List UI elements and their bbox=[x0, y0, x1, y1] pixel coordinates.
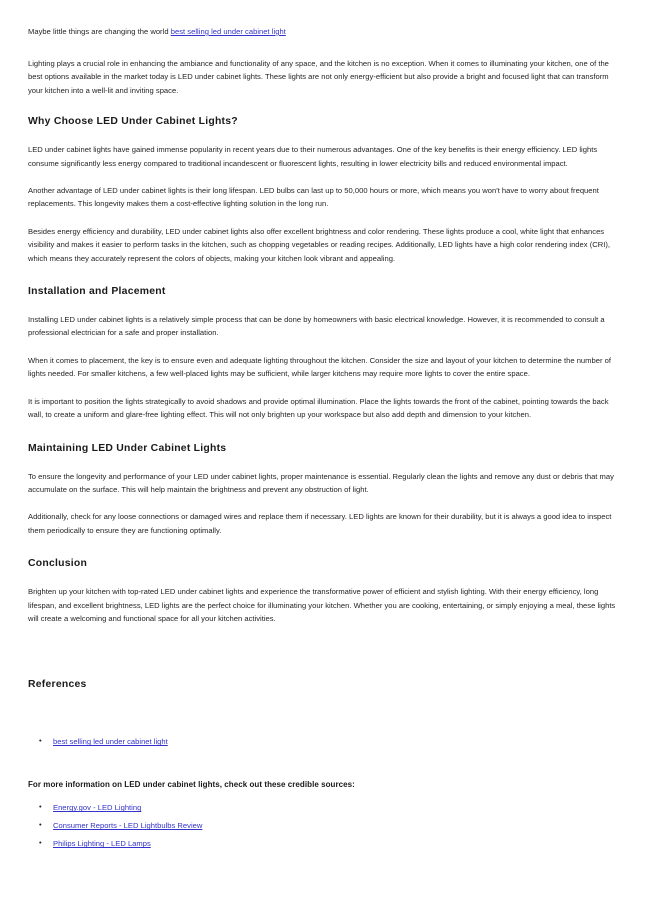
references-heading: References bbox=[28, 679, 87, 691]
paragraph-conclusion-1: Brighten up your kitchen with top-rated LED under cabinet lights and experience the transformative power of efficient and stylish lighting. With their energy efficiency, long lifespan, and excellent brightness, LED lights are the perfect choice for illuminating your kitchen. Whether you are cooking, entertaining, or simply enjoying a meal, these lights will create a welcoming and functional space for all your kitchen activities. bbox=[28, 587, 616, 623]
source-link-philips-lighting[interactable]: Philips Lighting - LED Lamps bbox=[53, 839, 151, 849]
section-heading-why-choose: Why Choose LED Under Cabinet Lights? bbox=[28, 116, 238, 128]
source-link-energy-gov[interactable]: Energy.gov - LED Lighting bbox=[53, 803, 142, 813]
section-heading-installation: Installation and Placement bbox=[28, 286, 166, 298]
list-item bbox=[28, 802, 622, 813]
reference-link-best-selling[interactable]: best selling led under cabinet light bbox=[53, 737, 168, 747]
intro-link[interactable]: best selling led under cabinet light bbox=[170, 27, 286, 36]
list-item bbox=[28, 820, 622, 831]
paragraph-installation-1: Installing LED under cabinet lights is a relatively simple process that can be done by homeowners with basic electrical knowledge. However, it is recommended to consult a professional electrician for a safe and proper installation. bbox=[28, 315, 605, 338]
intro-text: Maybe little things are changing the world bbox=[28, 27, 171, 36]
list-item bbox=[28, 838, 622, 849]
references-list bbox=[28, 736, 622, 747]
sources-list bbox=[28, 802, 622, 849]
list-item bbox=[28, 736, 622, 747]
intro-line bbox=[28, 26, 622, 38]
source-link-consumer-reports[interactable]: Consumer Reports - LED Lightbulbs Review bbox=[53, 821, 203, 831]
paragraph-why-choose-1: LED under cabinet lights have gained immense popularity in recent years due to their numerous advantages. One of the key benefits is their energy efficiency. LED lights consume significantly less energy compared to traditional incandescent or fluorescent lights, resulting in lower electricity bills and reduced environmental impact. bbox=[28, 145, 598, 168]
section-heading-maintaining: Maintaining LED Under Cabinet Lights bbox=[28, 442, 227, 454]
opening-paragraph: Lighting plays a crucial role in enhancing the ambiance and functionality of any space, and the kitchen is no exception. When it comes to illuminating your kitchen, one of the best options available in the market today is LED under cabinet lights. These lights are not only energy-efficient but also provide a bright and focused light that can transform your kitchen into a well-lit and inviting space. bbox=[28, 59, 609, 95]
section-heading-conclusion: Conclusion bbox=[28, 558, 88, 570]
paragraph-why-choose-3: Besides energy efficiency and durability, LED under cabinet lights also offer excellent brightness and color rendering. These lights produce a cool, white light that enhances visibility and makes it easier to perform tasks in the kitchen, such as chopping vegetables or reading recipes. Additionally, LED lights have a high color rendering index (CRI), which means they accurately represent the colors of objects, making your kitchen look vibrant and appealing. bbox=[28, 226, 611, 263]
sources-heading: For more information on LED under cabinet lights, check out these credible sources: bbox=[28, 780, 355, 790]
paragraph-why-choose-2: Another advantage of LED under cabinet lights is their long lifespan. LED bulbs can last up to 50,000 hours or more, which means you won't have to worry about frequent replacements. This longevity makes them a cost-effective lighting solution in the long run. bbox=[28, 186, 599, 209]
paragraph-maintaining-2: Additionally, check for any loose connections or damaged wires and replace them if necessary. LED lights are known for their durability, but it is always a good idea to inspect them periodically to ensure they are functioning optimally. bbox=[28, 512, 612, 535]
paragraph-maintaining-1: To ensure the longevity and performance of your LED under cabinet lights, proper maintenance is essential. Regularly clean the lights and remove any dust or debris that may accumulate on the surface. This will help maintain the brightness and prevent any obstruction of light. bbox=[28, 471, 614, 494]
spacer bbox=[28, 639, 622, 679]
paragraph-installation-3: It is important to position the lights strategically to avoid shadows and provide optimal illumination. Place the lights towards the front of the cabinet, pointing towards the back wall, to create a uniform and glare-free lighting effect. This will not only brighten up your workspace but also add depth and dimension to your kitchen. bbox=[28, 396, 609, 420]
paragraph-installation-2: When it comes to placement, the key is to ensure even and adequate lighting throughout the kitchen. Consider the size and layout of your kitchen to determine the number of lights needed. For smaller kitchens, a few well-placed lights may be sufficient, while larger kitchens may require more lights to cover the entire space. bbox=[28, 355, 611, 379]
